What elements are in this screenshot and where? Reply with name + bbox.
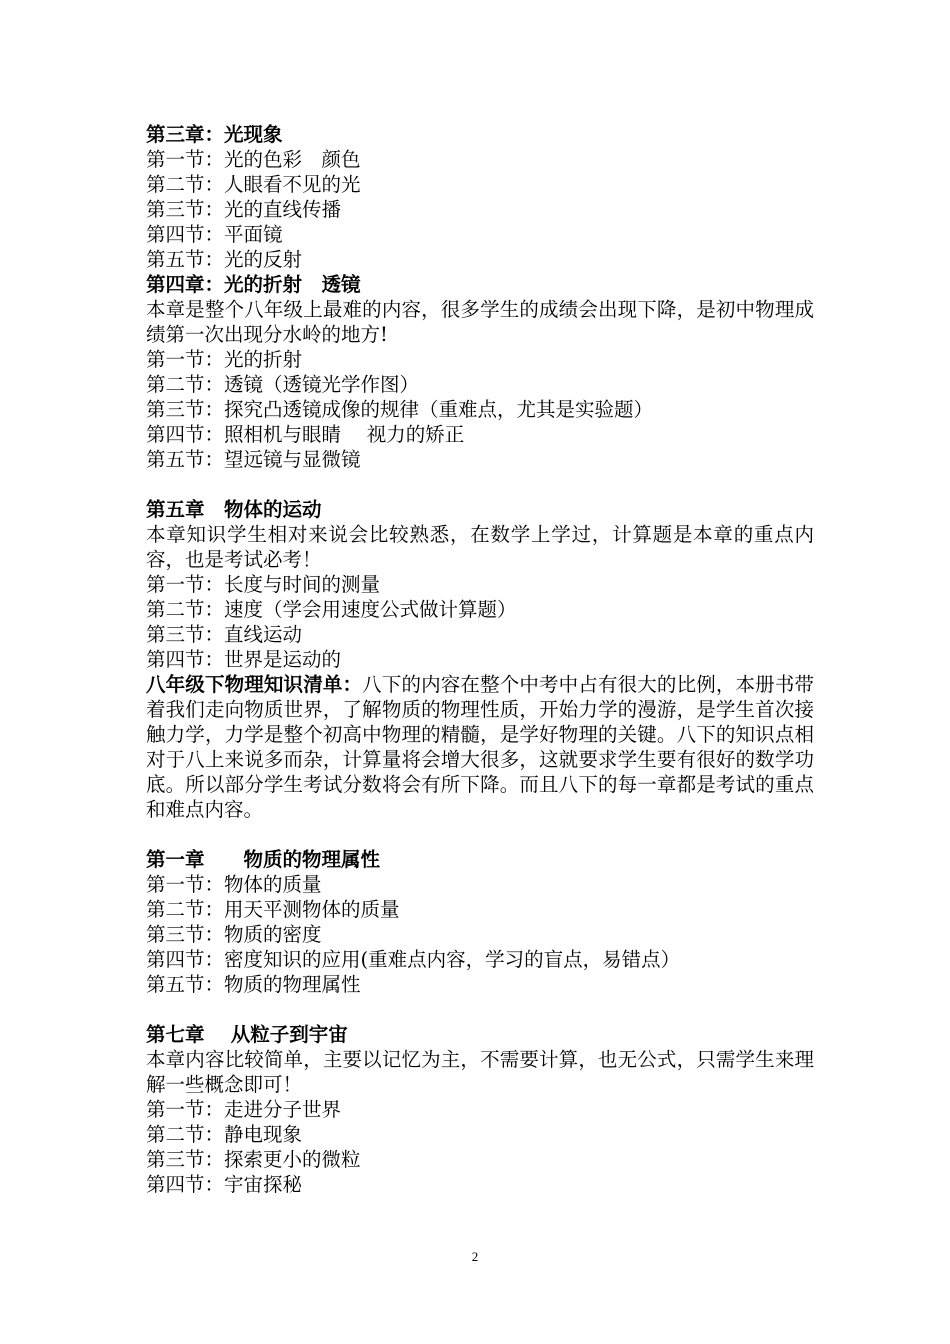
section-item: 第一节：光的色彩 颜色	[146, 148, 361, 171]
document-body	[146, 122, 814, 1197]
chapter-7-intro: 本章内容比较简单，主要以记忆为主，不需要计算，也无公式，只需学生来理解一些概念即可！	[146, 1048, 814, 1096]
section-item: 第二节：用天平测物体的质量	[146, 898, 400, 921]
chapter-5-title: 第五章 物体的运动	[146, 498, 322, 521]
section-item: 第四节：宇宙探秘	[146, 1173, 303, 1196]
section-item: 第四节：平面镜	[146, 223, 283, 246]
grade8b-lead: 八年级下物理知识清单：	[146, 673, 363, 696]
section-item: 第一节：物体的质量	[146, 873, 322, 896]
section-item: 第一节：长度与时间的测量	[146, 573, 381, 596]
section-item: 第三节：探究凸透镜成像的规律（重难点，尤其是实验题）	[146, 398, 654, 421]
chapter-4-title: 第四章：光的折射 透镜	[146, 273, 361, 296]
grade8b-intro: 八下的内容在整个中考中占有很大的比例，本册书带着我们走向物质世界，了解物质的物理性质，开始力学的漫游，是学生首次接触力学，力学是整个初高中物理的精髓，是学好物理的关键。八下的知识点相对于八上来说多而杂，计算量将会增大很多，这就要求学生要有很好的数学功底。所以部分学生考试分数将会有所下降。而且八下的每一章都是考试的重点和难点内容。	[146, 673, 814, 821]
section-item: 第四节：世界是运动的	[146, 648, 342, 671]
grade8b-intro-paragraph	[146, 672, 814, 822]
section-item: 第二节：透镜（透镜光学作图）	[146, 373, 420, 396]
section-item: 第二节：静电现象	[146, 1123, 303, 1146]
chapter-3-title: 第三章：光现象	[146, 123, 283, 146]
blank-line	[146, 822, 814, 847]
grade8b-chapter-7-title: 第七章 从粒子到宇宙	[146, 1023, 348, 1046]
section-item: 第一节：走进分子世界	[146, 1098, 342, 1121]
section-item: 第四节：密度知识的应用(重难点内容，学习的盲点，易错点）	[146, 948, 681, 971]
section-item: 第四节：照相机与眼睛 视力的矫正	[146, 423, 465, 446]
section-item: 第二节：人眼看不见的光	[146, 173, 361, 196]
section-item: 第三节：直线运动	[146, 623, 303, 646]
blank-line	[146, 997, 814, 1022]
section-item: 第五节：光的反射	[146, 248, 303, 271]
blank-line	[146, 472, 814, 497]
section-item: 第三节：光的直线传播	[146, 198, 342, 221]
page-number: 2	[471, 1249, 479, 1264]
chapter-4-intro: 本章是整个八年级上最难的内容，很多学生的成绩会出现下降，是初中物理成绩第一次出现分水岭的地方!	[146, 298, 814, 346]
section-item: 第三节：物质的密度	[146, 923, 322, 946]
chapter-5-intro: 本章知识学生相对来说会比较熟悉，在数学上学过，计算题是本章的重点内容，也是考试必考！	[146, 523, 814, 571]
section-item: 第三节：探索更小的微粒	[146, 1148, 361, 1171]
section-item: 第二节：速度（学会用速度公式做计算题）	[146, 598, 517, 621]
grade8b-chapter-1-title: 第一章 物质的物理属性	[146, 848, 381, 871]
section-item: 第一节：光的折射	[146, 348, 303, 371]
section-item: 第五节：物质的物理属性	[146, 973, 361, 996]
section-item: 第五节：望远镜与显微镜	[146, 448, 361, 471]
